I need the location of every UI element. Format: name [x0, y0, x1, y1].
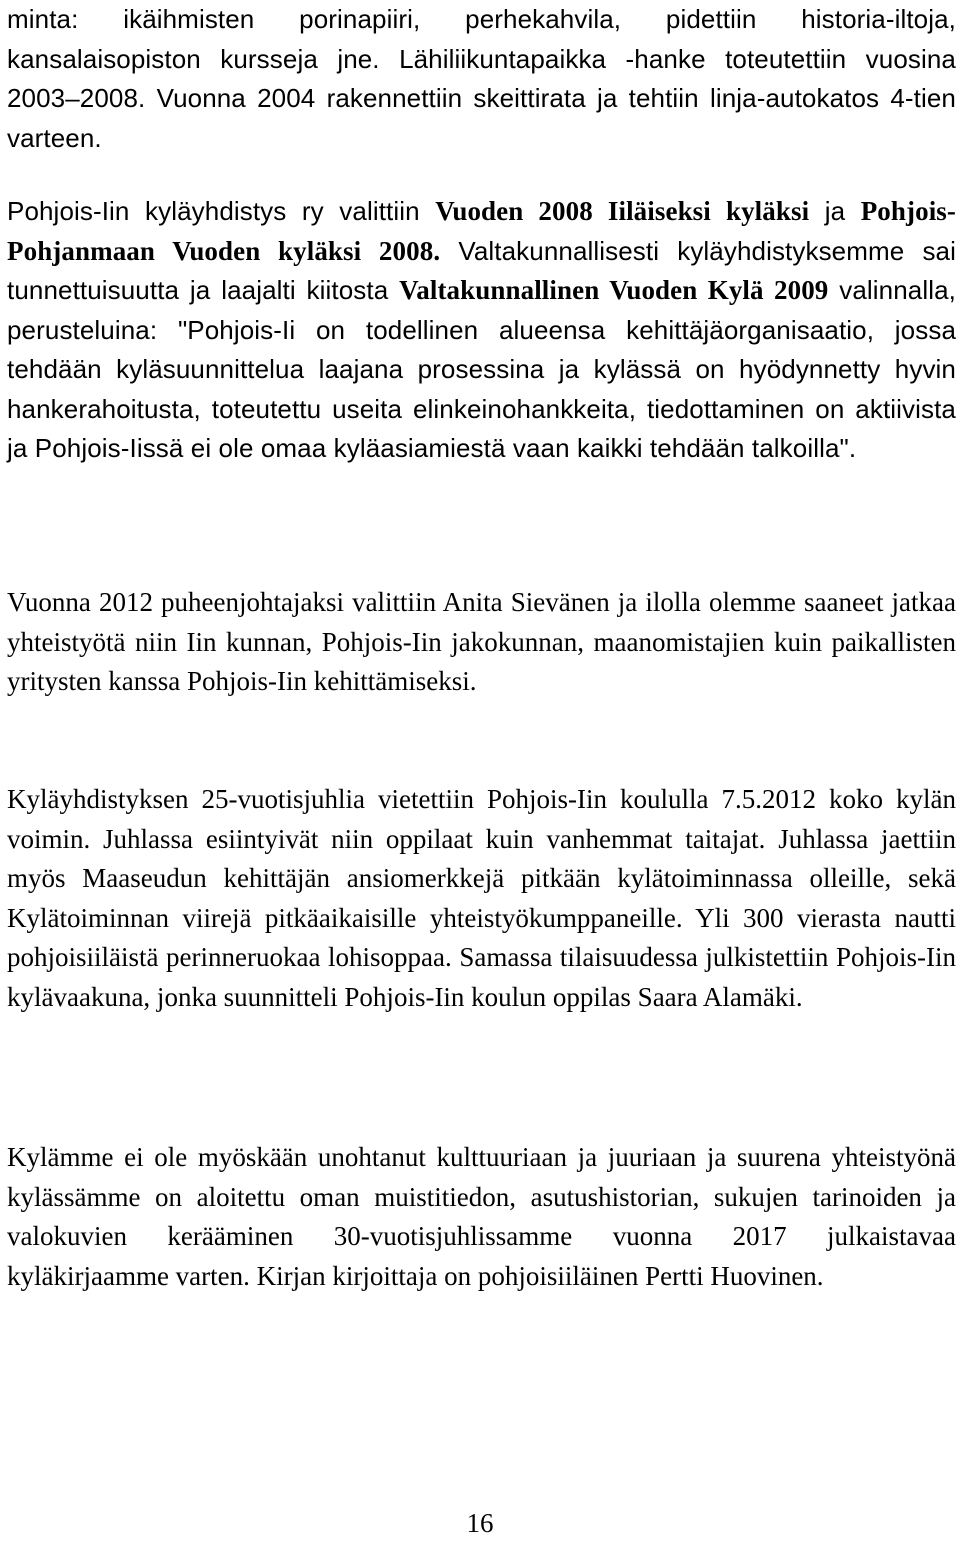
paragraph-chairperson: Vuonna 2012 puheenjohtajaksi valittiin Anita Sievänen ja ilolla olemme saaneet jatkaa yhteistyötä niin Iin kunnan, Pohjois-Iin jakokunnan, maanomistajien kuin paikallisten yritysten kanssa Pohjois-Iin kehittämiseksi. — [7, 587, 956, 697]
page-number: 16 — [466, 1508, 494, 1538]
paragraph-text-segment: Pohjois-Iin kyläyhdistys ry valittiin — [7, 196, 436, 226]
paragraph-text-segment: ja — [809, 196, 861, 226]
award-name-emphasis: Vuoden 2008 Iiläiseksi kyläksi — [435, 196, 810, 226]
award-name-emphasis: Valtakunnallinen Vuoden Kylä 2009 — [399, 275, 829, 305]
award-name-emphasis: Pohjois-Pohjanmaan Vuoden kyläksi 2008. — [7, 196, 957, 266]
paragraph-text-segment: valinnalla, perusteluina: "Pohjois-Ii on todellinen alueensa kehittäjäorganisaatio, jossa tehdään kyläsuunnittelua laajana prosessina ja kylässä on hyödynnetty hyvin hankerahoitusta, toteutettu useita elinkeinohankkeita, tiedottaminen on aktiivista ja Pohjois-Iissä ei ole omaa kyläasiamiestä vaan kaikki tehdään talkoilla". — [7, 275, 956, 463]
paragraph-text-segment: Valtakunnallisesti kyläyhdistyksemme sai tunnettuisuutta ja laajalti kiitosta — [7, 235, 956, 305]
paragraph-village-awards — [7, 192, 956, 469]
paragraph-village-activities: minta: ikäihmisten porinapiiri, perhekahvila, pidettiin historia-iltoja, kansalaisopiston kursseja jne. Lähiliikuntapaikka -hanke toteutettiin vuosina 2003–2008. Vuonna 2004 rakennettiin skeittirata ja tehtiin linja-autokatos 4-tien varteen. — [7, 4, 956, 153]
paragraph-anniversary: Kyläyhdistyksen 25-vuotisjuhlia vietettiin Pohjois-Iin koululla 7.5.2012 koko kylän voimin. Juhlassa esiintyivät niin oppilaat kuin vanhemmat taitajat. Juhlassa jaettiin myös Maaseudun kehittäjän ansiomerkkejä pitkään kylätoiminnassa olleille, sekä Kylätoiminnan viirejä pitkäaikaisille yhteistyökumppaneille. Yli 300 vierasta nautti pohjoisiiläistä perinneruokaa lohisoppaa. Samassa tilaisuudessa julkistettiin Pohjois-Iin kylävaakuna, jonka suunnitteli Pohjois-Iin koulun oppilas Saara Alamäki. — [7, 784, 956, 1012]
paragraph-village-book: Kylämme ei ole myöskään unohtanut kulttuuriaan ja juuriaan ja suurena yhteistyönä kylässämme on aloitettu oman muistitiedon, asutushistorian, sukujen tarinoiden ja valokuvien kerääminen 30-vuotisjuhlissamme vuonna 2017 julkaistavaa kyläkirjaamme varten. Kirjan kirjoittaja on pohjoisiiläinen Pertti Huovinen. — [7, 1142, 956, 1291]
